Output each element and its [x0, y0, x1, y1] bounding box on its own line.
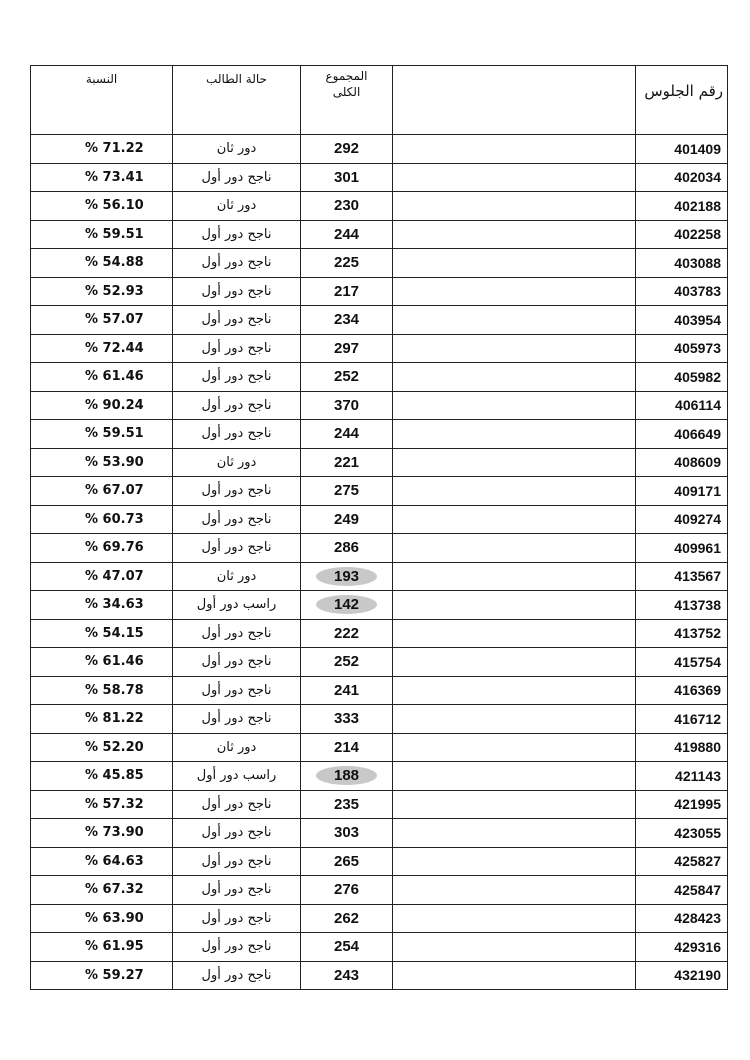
seat-number-cell: 402188 — [636, 192, 728, 221]
table-row — [31, 192, 728, 221]
seat-number-cell: 413752 — [636, 619, 728, 648]
blank-cell — [393, 363, 636, 392]
total-cell — [301, 933, 393, 962]
percentage-cell: % 59.27 — [31, 961, 173, 990]
table-row — [31, 762, 728, 791]
status-cell: ناجح دور أول — [173, 790, 301, 819]
blank-cell — [393, 220, 636, 249]
percentage-cell: % 34.63 — [31, 591, 173, 620]
total-value: 252 — [333, 368, 360, 386]
percentage-cell: % 73.90 — [31, 819, 173, 848]
status-cell: ناجح دور أول — [173, 334, 301, 363]
table-header — [31, 66, 728, 135]
status-cell: راسب دور أول — [173, 591, 301, 620]
table-row — [31, 534, 728, 563]
blank-cell — [393, 163, 636, 192]
total-cell — [301, 334, 393, 363]
table-row — [31, 135, 728, 164]
total-cell — [301, 249, 393, 278]
percentage-cell: % 73.41 — [31, 163, 173, 192]
total-value: 230 — [333, 197, 360, 215]
blank-cell — [393, 277, 636, 306]
status-cell: ناجح دور أول — [173, 676, 301, 705]
total-value: 275 — [333, 482, 360, 500]
status-cell: ناجح دور أول — [173, 277, 301, 306]
seat-number-cell: 421995 — [636, 790, 728, 819]
status-cell: ناجح دور أول — [173, 847, 301, 876]
total-cell — [301, 648, 393, 677]
total-cell — [301, 705, 393, 734]
total-cell — [301, 163, 393, 192]
percentage-cell: % 81.22 — [31, 705, 173, 734]
percentage-cell: % 47.07 — [31, 562, 173, 591]
seat-number-cell: 429316 — [636, 933, 728, 962]
percentage-cell: % 45.85 — [31, 762, 173, 791]
percentage-cell: % 54.15 — [31, 619, 173, 648]
table-row — [31, 619, 728, 648]
total-cell — [301, 534, 393, 563]
status-cell: دور ثان — [173, 562, 301, 591]
seat-number-cell: 428423 — [636, 904, 728, 933]
total-cell — [301, 790, 393, 819]
total-cell — [301, 876, 393, 905]
table-row — [31, 961, 728, 990]
total-value: 252 — [333, 653, 360, 671]
seat-number-cell: 409274 — [636, 505, 728, 534]
status-cell: دور ثان — [173, 733, 301, 762]
blank-cell — [393, 562, 636, 591]
blank-cell — [393, 420, 636, 449]
percentage-cell: % 71.22 — [31, 135, 173, 164]
highlighted-total: 142 — [316, 595, 377, 614]
percentage-cell: % 61.46 — [31, 648, 173, 677]
percentage-cell: % 57.07 — [31, 306, 173, 335]
total-cell — [301, 135, 393, 164]
status-cell: ناجح دور أول — [173, 619, 301, 648]
blank-cell — [393, 847, 636, 876]
seat-number-cell: 413738 — [636, 591, 728, 620]
status-cell: ناجح دور أول — [173, 648, 301, 677]
header-status: حالة الطالب — [173, 66, 301, 135]
table-row — [31, 933, 728, 962]
total-value: 222 — [333, 624, 360, 642]
table-row — [31, 648, 728, 677]
blank-cell — [393, 135, 636, 164]
total-value: 235 — [333, 795, 360, 813]
header-percentage: النسبة — [31, 66, 173, 135]
total-cell — [301, 619, 393, 648]
table-row — [31, 733, 728, 762]
table-row — [31, 277, 728, 306]
status-cell: دور ثان — [173, 448, 301, 477]
table-row — [31, 676, 728, 705]
header-total-line1: المجموع — [325, 69, 368, 83]
total-cell — [301, 306, 393, 335]
percentage-cell: % 69.76 — [31, 534, 173, 563]
blank-cell — [393, 391, 636, 420]
percentage-cell: % 60.73 — [31, 505, 173, 534]
total-cell — [301, 591, 393, 620]
status-cell: ناجح دور أول — [173, 505, 301, 534]
highlighted-total: 193 — [316, 567, 377, 586]
percentage-cell: % 63.90 — [31, 904, 173, 933]
status-cell: ناجح دور أول — [173, 961, 301, 990]
total-cell — [301, 192, 393, 221]
total-value: 333 — [333, 710, 360, 728]
seat-number-cell: 403088 — [636, 249, 728, 278]
highlighted-total: 188 — [316, 766, 377, 785]
total-value: 292 — [333, 140, 360, 158]
total-value: 244 — [333, 425, 360, 443]
total-value: 225 — [333, 254, 360, 272]
total-value: 214 — [333, 738, 360, 756]
percentage-cell: % 61.46 — [31, 363, 173, 392]
seat-number-cell: 432190 — [636, 961, 728, 990]
seat-number-cell: 416712 — [636, 705, 728, 734]
total-cell — [301, 363, 393, 392]
blank-cell — [393, 306, 636, 335]
table-row — [31, 420, 728, 449]
blank-cell — [393, 904, 636, 933]
blank-cell — [393, 619, 636, 648]
percentage-cell: % 56.10 — [31, 192, 173, 221]
blank-cell — [393, 334, 636, 363]
total-value: 244 — [333, 225, 360, 243]
blank-cell — [393, 477, 636, 506]
header-total — [301, 66, 393, 135]
table-row — [31, 363, 728, 392]
blank-cell — [393, 505, 636, 534]
status-cell: ناجح دور أول — [173, 819, 301, 848]
blank-cell — [393, 676, 636, 705]
total-value: 221 — [333, 453, 360, 471]
blank-cell — [393, 961, 636, 990]
blank-cell — [393, 933, 636, 962]
blank-cell — [393, 819, 636, 848]
blank-cell — [393, 448, 636, 477]
total-cell — [301, 562, 393, 591]
status-cell: ناجح دور أول — [173, 705, 301, 734]
blank-cell — [393, 790, 636, 819]
seat-number-cell: 408609 — [636, 448, 728, 477]
total-value: 241 — [333, 681, 360, 699]
percentage-cell: % 90.24 — [31, 391, 173, 420]
seat-number-cell: 401409 — [636, 135, 728, 164]
total-cell — [301, 448, 393, 477]
total-cell — [301, 762, 393, 791]
blank-cell — [393, 876, 636, 905]
total-cell — [301, 420, 393, 449]
table-row — [31, 249, 728, 278]
blank-cell — [393, 534, 636, 563]
percentage-cell: % 52.93 — [31, 277, 173, 306]
total-value: 265 — [333, 852, 360, 870]
percentage-cell: % 52.20 — [31, 733, 173, 762]
total-cell — [301, 277, 393, 306]
total-value: 262 — [333, 909, 360, 927]
seat-number-cell: 403783 — [636, 277, 728, 306]
total-value: 234 — [333, 311, 360, 329]
total-value: 303 — [333, 824, 360, 842]
total-value: 243 — [333, 966, 360, 984]
seat-number-cell: 405982 — [636, 363, 728, 392]
status-cell: ناجح دور أول — [173, 933, 301, 962]
blank-cell — [393, 705, 636, 734]
percentage-cell: % 61.95 — [31, 933, 173, 962]
seat-number-cell: 409171 — [636, 477, 728, 506]
seat-number-cell: 406114 — [636, 391, 728, 420]
seat-number-cell: 425847 — [636, 876, 728, 905]
table-row — [31, 591, 728, 620]
total-value: 276 — [333, 881, 360, 899]
total-cell — [301, 904, 393, 933]
table-row — [31, 505, 728, 534]
total-value: 301 — [333, 168, 360, 186]
status-cell: راسب دور أول — [173, 762, 301, 791]
status-cell: ناجح دور أول — [173, 477, 301, 506]
status-cell: ناجح دور أول — [173, 220, 301, 249]
table-row — [31, 790, 728, 819]
table-row — [31, 391, 728, 420]
table-row — [31, 819, 728, 848]
table-row — [31, 334, 728, 363]
seat-number-cell: 425827 — [636, 847, 728, 876]
seat-number-cell: 402034 — [636, 163, 728, 192]
seat-number-cell: 419880 — [636, 733, 728, 762]
total-value: 286 — [333, 539, 360, 557]
seat-number-cell: 406649 — [636, 420, 728, 449]
percentage-cell: % 67.07 — [31, 477, 173, 506]
percentage-cell: % 59.51 — [31, 420, 173, 449]
status-cell: ناجح دور أول — [173, 534, 301, 563]
blank-cell — [393, 249, 636, 278]
results-sheet — [30, 65, 727, 990]
total-value: 254 — [333, 938, 360, 956]
table-body — [31, 135, 728, 990]
blank-cell — [393, 648, 636, 677]
total-value: 297 — [333, 339, 360, 357]
total-cell — [301, 505, 393, 534]
table-row — [31, 904, 728, 933]
total-cell — [301, 847, 393, 876]
table-row — [31, 306, 728, 335]
percentage-cell: % 72.44 — [31, 334, 173, 363]
status-cell: ناجح دور أول — [173, 306, 301, 335]
status-cell: دور ثان — [173, 192, 301, 221]
total-cell — [301, 819, 393, 848]
total-value: 249 — [333, 510, 360, 528]
percentage-cell: % 67.32 — [31, 876, 173, 905]
status-cell: ناجح دور أول — [173, 391, 301, 420]
seat-number-cell: 402258 — [636, 220, 728, 249]
seat-number-cell: 409961 — [636, 534, 728, 563]
table-row — [31, 220, 728, 249]
table-row — [31, 562, 728, 591]
total-cell — [301, 391, 393, 420]
table-row — [31, 847, 728, 876]
blank-cell — [393, 591, 636, 620]
seat-number-cell: 405973 — [636, 334, 728, 363]
status-cell: دور ثان — [173, 135, 301, 164]
percentage-cell: % 54.88 — [31, 249, 173, 278]
total-cell — [301, 477, 393, 506]
seat-number-cell: 416369 — [636, 676, 728, 705]
blank-cell — [393, 762, 636, 791]
header-blank — [393, 66, 636, 135]
table-row — [31, 876, 728, 905]
status-cell: ناجح دور أول — [173, 249, 301, 278]
table-row — [31, 705, 728, 734]
seat-number-cell: 421143 — [636, 762, 728, 791]
total-value: 217 — [333, 282, 360, 300]
seat-number-cell: 403954 — [636, 306, 728, 335]
seat-number-cell: 413567 — [636, 562, 728, 591]
total-value: 370 — [333, 396, 360, 414]
percentage-cell: % 58.78 — [31, 676, 173, 705]
seat-number-cell: 415754 — [636, 648, 728, 677]
total-cell — [301, 220, 393, 249]
status-cell: ناجح دور أول — [173, 420, 301, 449]
percentage-cell: % 59.51 — [31, 220, 173, 249]
header-seat-number: رقم الجلوس — [636, 66, 728, 135]
results-table — [30, 65, 728, 990]
total-cell — [301, 961, 393, 990]
status-cell: ناجح دور أول — [173, 363, 301, 392]
status-cell: ناجح دور أول — [173, 163, 301, 192]
total-cell — [301, 733, 393, 762]
status-cell: ناجح دور أول — [173, 904, 301, 933]
table-row — [31, 448, 728, 477]
percentage-cell: % 64.63 — [31, 847, 173, 876]
header-total-line2: الكلى — [332, 85, 361, 99]
percentage-cell: % 57.32 — [31, 790, 173, 819]
seat-number-cell: 423055 — [636, 819, 728, 848]
blank-cell — [393, 733, 636, 762]
blank-cell — [393, 192, 636, 221]
table-row — [31, 163, 728, 192]
percentage-cell: % 53.90 — [31, 448, 173, 477]
table-row — [31, 477, 728, 506]
status-cell: ناجح دور أول — [173, 876, 301, 905]
total-cell — [301, 676, 393, 705]
